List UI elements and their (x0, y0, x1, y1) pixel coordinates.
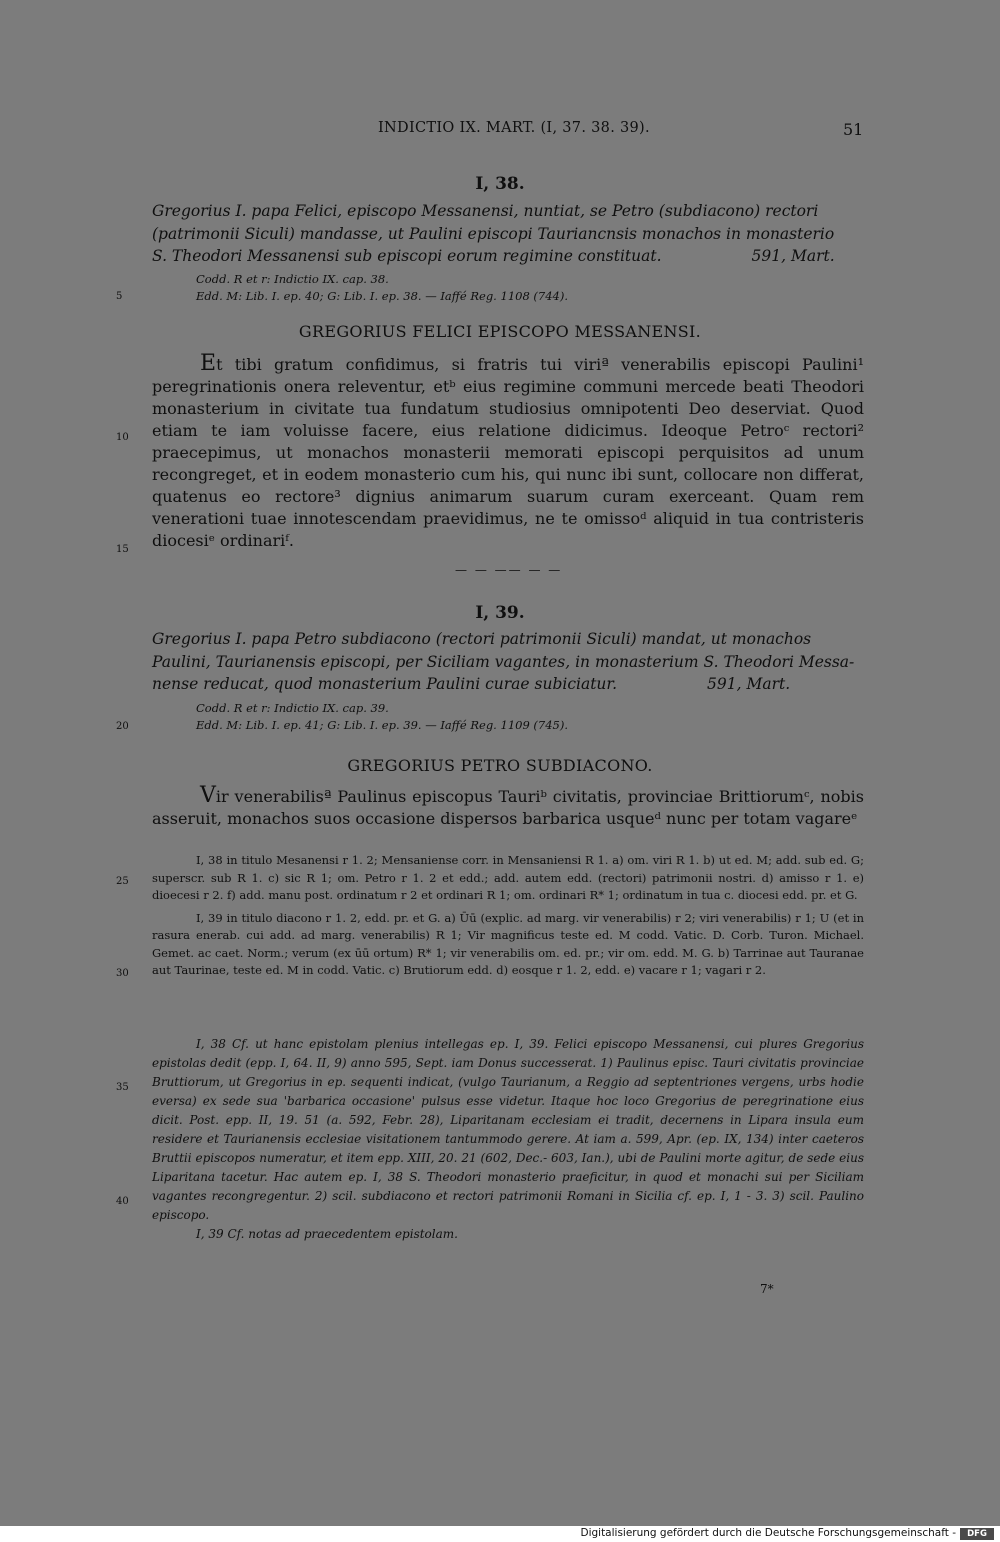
apparatus-entry: I, 39 in titulo diacono r 1. 2, edd. pr. et G. a) Ūū (explic. ad marg. vir venerabilis) r 2; viri venerabilis) r 1; U (et in rasura enerab. cui add. ad marg. venerabilis) R 1; Vir magnificus teste ed. M codd. Vatic. D. Corb. Turon. Michael. Gemet. ac caet. Norm.; verum (ex ūū ortum) R* 1; vir venerabilis om. ed. pr.; vir om. edd. M. G. b) Tarrinae aut Tauranae aut Taurinae, teste ed. M in codd. Vatic. c) Brutiorum edd. d) eosque r 1. 2, edd. e) vacare r 1; vagari r 2. (152, 910, 864, 977)
line-number: 15 (116, 544, 129, 555)
summary-line: Paulini, Taurianensis episcopi, per Siciliam vagantes, in monasterium S. Theodori Messa- (152, 652, 855, 671)
drop-cap: V (200, 783, 216, 808)
summary-line-text: nense reducat, quod monasterium Paulini curae subiciatur. (152, 675, 618, 693)
editions-line: Edd. M: Lib. I. ep. 41; G: Lib. I. ep. 39. — Iaffé Reg. 1109 (745). (196, 718, 568, 732)
line-number: 10 (116, 432, 129, 443)
note-paragraph: I, 39 Cf. notas ad praecedentem epistolam. (196, 1227, 458, 1241)
note-paragraph: I, 38 Cf. ut hanc epistolam plenius intellegas ep. I, 39. Felici episcopo Messanensi, cui plures Gregorius epistolas dedit (epp. I, 64. II, 9) anno 595, Sept. iam Donus successerat. 1) Paulinus episc. Tauri civitatis provinciae Bruttiorum, ut Gregorius in ep. sequenti indicat, (vulgo Taurianum, a Reggio ad septentriones vergens, urbs hodie eversa) ex sede sua 'barbarica occasione' pulsus esse videtur. Itaque hoc loco Gregorius de peregrinatione eius dicit. Post. epp. II, 19. 51 (a. 592, Febr. 28), Liparitanam ecclesiam ei tradit, decernens in Lipara insula eum residere et Taurianensis ecclesiae visitationem tantummodo gerere. At iam a. 599, Apr. (ep. IX, 134) inter caeteros Bruttii episcopos numeratur, et item epp. XIII, 20. 21 (602, Dec.- 603, Ian.), ubi de Paulini morte agitur, de sede eius Liparitana tacetur. Hac autem ep. I, 38 S. Theodori monasterio praeficitur, in quod et monachi sui per Siciliam vagantes recongregentur. 2) scil. subdiacono et rectori patrimonii Romani in Sicilia cf. ep. I, 1 - 3. 3) scil. Paulino episcopo. (152, 1037, 864, 1222)
summary-line-text: S. Theodori Messanensi sub episcopi eorum regimine constituat. (152, 247, 662, 265)
line-number: 20 (116, 721, 129, 732)
running-head: INDICTIO IX. MART. (I, 37. 38. 39). (378, 120, 650, 136)
signature-mark: 7* (760, 1282, 774, 1296)
line-number: 25 (116, 876, 129, 887)
letter-date: 591, Mart. (751, 247, 835, 265)
letter-number: I, 38. (475, 174, 525, 194)
summary-line (152, 673, 864, 696)
letter-summary (152, 200, 864, 268)
summary-line: Gregorius I. papa Felici, episcopo Messanensi, nuntiat, se Petro (subdiacono) rectori (152, 202, 819, 220)
page-number: 51 (843, 120, 864, 139)
codices-line: Codd. R et r: Indictio IX. cap. 38. (196, 272, 389, 286)
letter-text (152, 783, 864, 830)
letter-heading: GREGORIUS FELICI EPISCOPO MESSANENSI. (298, 322, 702, 341)
line-number: 30 (116, 968, 129, 979)
apparatus-entry: I, 38 in titulo Mesanensi r 1. 2; Mensaniense corr. in Mensaniensi R 1. a) om. viri R 1. b) ut ed. M; add. sub ed. G; superscr. sub R 1. c) sic R 1; om. Petro r 1. 2 et edd.; add. autem edd. (rectori) patrimonii nostri. d) amisso r 1. e) dioecesi r 2. f) add. manu post. ordinatum r 2 et ordinari R 1; om. ordinari R* 1; ordinatum in tua c. diocesi edd. pr. et G. (152, 853, 864, 902)
codices-line: Codd. R et r: Indictio IX. cap. 39. (196, 701, 389, 715)
letter-number: I, 39. (475, 603, 525, 623)
summary-line: (patrimonii Siculi) mandasse, ut Paulini episcopi Tauriancnsis monachos in monasterio (152, 224, 835, 243)
dfg-logo-icon: DFG (960, 1528, 994, 1540)
line-number: 35 (116, 1082, 129, 1093)
drop-cap: E (200, 351, 217, 376)
footer-bar (0, 1526, 1000, 1542)
separator: — — —— — — (455, 563, 563, 577)
letter-text (152, 351, 864, 552)
line-number: 40 (116, 1196, 129, 1207)
letter-summary (152, 628, 864, 696)
letter-date: 591, Mart. (707, 675, 791, 693)
summary-line: Gregorius I. papa Petro subdiacono (rectori patrimonii Siculi) mandat, ut monachos (152, 630, 812, 648)
funding-credit: Digitalisierung gefördert durch die Deutsche Forschungsgemeinschaft - (580, 1527, 956, 1539)
letter-body: ir venerabilisª Paulinus episcopus Tauriᵇ civitatis, provinciae Brittiorumᶜ, nobis asseruit, monachos suos occasione dispersos barbarica usqueᵈ nunc per totam vagareᵉ (152, 787, 864, 828)
editions-line: Edd. M: Lib. I. ep. 40; G: Lib. I. ep. 38. — Iaffé Reg. 1108 (744). (196, 289, 568, 303)
critical-apparatus (152, 852, 864, 985)
commentary-notes (152, 1035, 864, 1244)
letter-body: t tibi gratum confidimus, si fratris tui viriª venerabilis episcopi Paulini¹ peregrinationis onera releventur, etᵇ eius regimine communi mercede beati Theodori monasterium in civitate tua fundatum studiosius omnipotenti Deo deserviat. Quod etiam te iam voluisse facere, eius relatione didicimus. Ideoque Petroᶜ rectori² praecepimus, ut monachos monasterii memorati episcopi perquisitos ad unum recongreget, et in eodem monasterio cum his, qui nunc ibi sunt, collocare non differat, quatenus eo rectore³ dignius animarum suarum curam exerceant. Quam rem venerationi tuae innotescendam praevidimus, ne te omissoᵈ aliquid in tua contristeris diocesiᵉ ordinariᶠ. (152, 355, 864, 550)
line-number: 5 (116, 291, 123, 302)
summary-line (152, 245, 864, 268)
letter-heading: GREGORIUS PETRO SUBDIACONO. (347, 756, 653, 775)
